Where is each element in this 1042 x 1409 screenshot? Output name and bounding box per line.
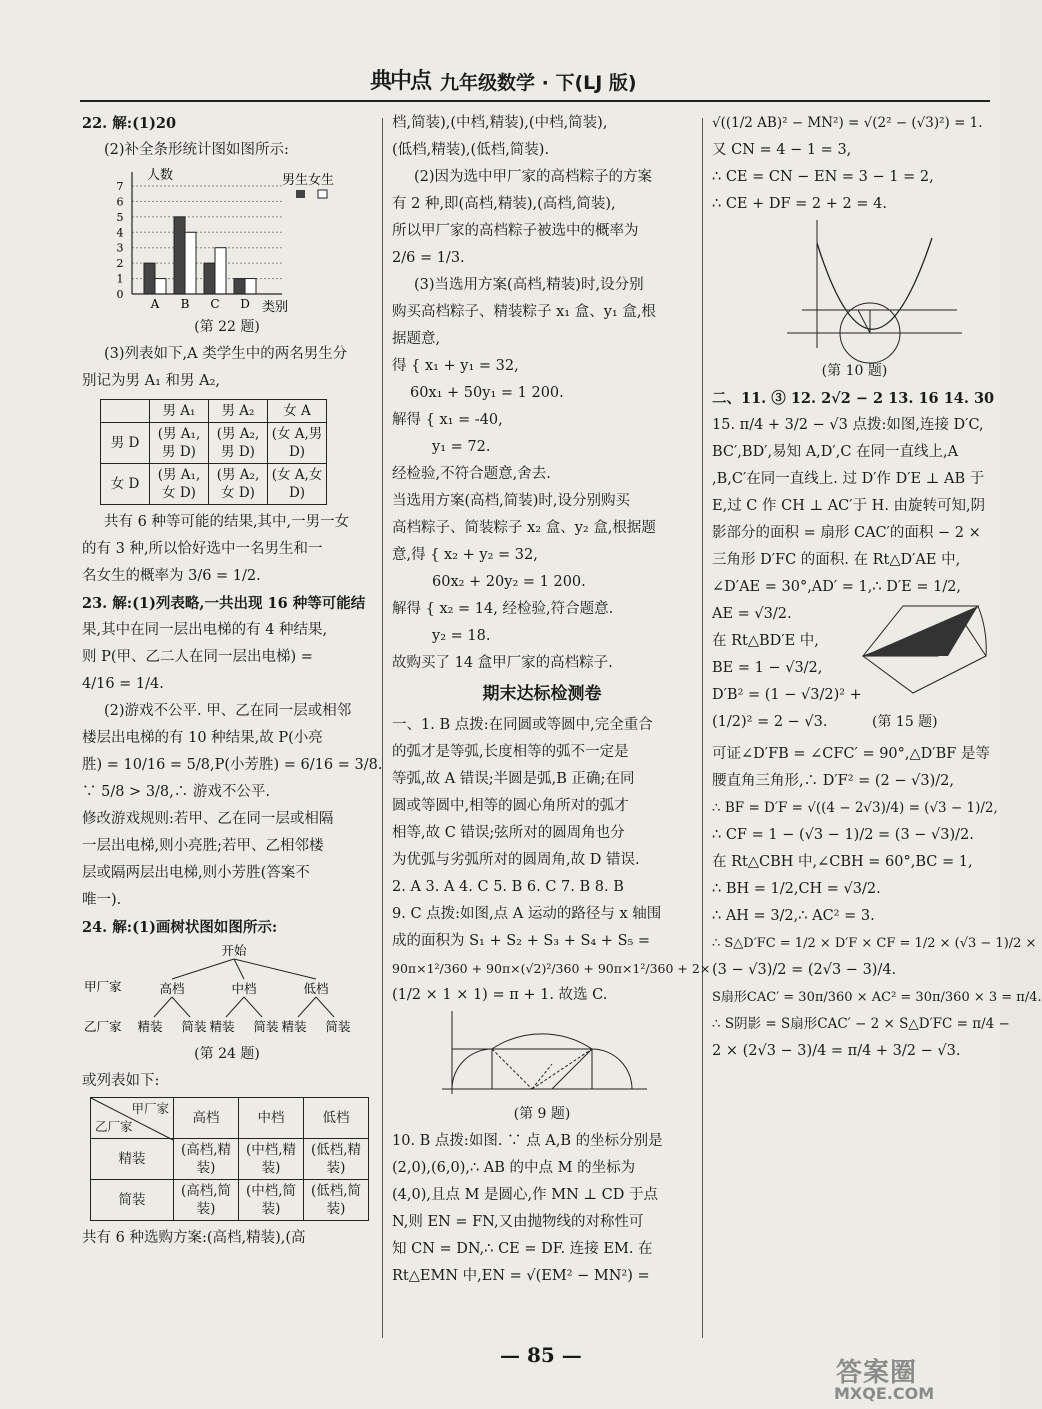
tree-leaf: 简装 <box>325 1019 351 1034</box>
answer-line: N,则 EN = FN,又由抛物线的对称性可 <box>392 1214 644 1230</box>
table-cell: (男 A₂,女 D) <box>209 464 268 505</box>
figure-10 <box>732 218 972 358</box>
bar-boys-C <box>204 263 215 294</box>
table-row-header: 男 D <box>101 423 150 464</box>
bar-boys-B <box>174 217 185 294</box>
answer-line: ,B,C′在同一直线上. 过 D′作 D′E ⊥ AB 于 <box>712 471 985 487</box>
tree-node: 中档 <box>231 981 257 996</box>
bar-girls-B <box>185 232 196 294</box>
answer-line: 经检验,不符合题意,舍去. <box>392 466 551 482</box>
answer-line: 知 CN = DN,∴ CE = DF. 连接 EM. 在 <box>392 1241 653 1257</box>
answer-line: 在 Rt△CBH 中,∠CBH = 60°,BC = 1, <box>712 854 973 870</box>
answer-line: 2 × (2√3 − 3)/4 = π/4 + 3/2 − √3. <box>712 1043 961 1059</box>
answer-line: 23. 解:(1)列表略,一共出现 16 种等可能结 <box>82 595 366 612</box>
legend-swatch-boys <box>296 190 305 198</box>
y-tick-label: 1 <box>116 272 124 286</box>
column-divider <box>702 118 703 1338</box>
y-tick-label: 2 <box>116 257 124 271</box>
table-row-header: 女 D <box>101 464 150 505</box>
equation-line: y₁ = 72. <box>432 439 491 455</box>
figure-caption: (第 22 题) <box>194 319 260 335</box>
answer-line: 等弧,故 A 错误;半圆是弧,B 正确;在同 <box>392 771 635 787</box>
answer-line: BE = 1 − √3/2, <box>712 660 823 676</box>
page-title: 九年级数学 · 下(LJ 版) <box>440 72 637 94</box>
tree-node: 开始 <box>221 943 247 958</box>
x-tick-label: B <box>180 297 190 311</box>
table-row-header: 精装 <box>91 1139 174 1180</box>
answer-line: (2)补全条形统计图如图所示: <box>104 142 289 158</box>
answer-line: 档,简装),(中档,精装),(中档,简装), <box>392 115 608 131</box>
x-axis-label: 类别 <box>262 300 289 315</box>
tree-node: 低档 <box>303 981 329 996</box>
answer-line: 唯一). <box>82 892 122 908</box>
figure-9 <box>412 1009 652 1101</box>
column-right <box>712 110 1042 1065</box>
answer-line: BC′,BD′,易知 A,D′,C 在同一直线上,A <box>712 444 959 460</box>
answer-line: 一、1. B 点拨:在同圆或等圆中,完全重合 <box>392 717 653 733</box>
answer-line: 相等,故 C 错误;弦所对的圆周角也分 <box>392 825 625 841</box>
answer-line: 名女生的概率为 3/6 = 1/2. <box>82 568 261 584</box>
brand-logo: 典中点 <box>370 68 431 94</box>
table-cell: (男 A₁,男 D) <box>150 423 209 464</box>
equation-line: 得 { x₁ + y₁ = 32, <box>392 358 519 374</box>
answer-line: 的弧才是等弧,长度相等的弧不一定是 <box>392 744 629 760</box>
answer-line: ∴ AH = 3/2,∴ AC² = 3. <box>712 908 875 924</box>
tree-row-label: 甲厂家 <box>84 979 122 994</box>
answer-line: 三角形 D′FC 的面积. 在 Rt△D′AE 中, <box>712 552 961 568</box>
watermark-url: MXQE.COM <box>834 1384 935 1403</box>
tree-node: 高档 <box>159 981 185 996</box>
answer-line: 的有 3 种,所以恰好选中一名男生和一 <box>82 541 323 557</box>
answer-line: AE = √3/2. <box>712 606 792 622</box>
answer-line: (1/2)² = 2 − √3. <box>712 714 828 730</box>
answer-line: 购买高档粽子、精装粽子 x₁ 盒、y₁ 盒,根 <box>392 304 656 320</box>
answer-line: 所以甲厂家的高档粽子被选中的概率为 <box>392 223 639 239</box>
table-header: 女 A <box>268 400 327 423</box>
corner-label: 乙厂家 <box>95 1119 133 1134</box>
table-header: 男 A₂ <box>209 400 268 423</box>
answer-line: 22. 解:(1)20 <box>82 115 177 132</box>
answer-line: 二、11. ③ 12. 2√2 − 2 13. 16 14. 30 <box>712 390 995 407</box>
figure-caption: (第 10 题) <box>821 363 888 379</box>
equation-line: √((1/2 AB)² − MN²) = √(2² − (√3)²) = 1. <box>712 115 983 131</box>
table-header: 中档 <box>239 1098 304 1139</box>
answer-line: (3 − √3)/2 = (2√3 − 3)/4. <box>712 962 897 978</box>
equation-line: 60x₂ + 20y₂ = 1 200. <box>432 574 586 590</box>
answer-line: ∵ 5/8 > 3/8,∴ 游戏不公平. <box>82 784 270 800</box>
answer-line: 共有 6 种选购方案:(高档,精装),(高 <box>82 1230 306 1246</box>
equation-line: 解得 { x₂ = 14, 经检验,符合题意. <box>392 601 614 617</box>
answer-line: 圆或等圆中,相等的圆心角所对的弧才 <box>392 798 629 814</box>
legend-label: 男生女生 <box>282 173 335 188</box>
answer-line: (2)游戏不公平. 甲、乙在同一层或相邻 <box>104 703 352 719</box>
answer-line: 腰直角三角形,∴ D′F² = (2 − √3)/2, <box>712 773 954 789</box>
legend-swatch-girls <box>318 190 327 198</box>
answer-line: ∴ CE = CN − EN = 3 − 1 = 2, <box>712 169 934 185</box>
tree-diagram <box>82 941 372 1041</box>
bar-chart <box>92 164 372 314</box>
bar-girls-C <box>215 248 226 294</box>
answer-line: 15. π/4 + 3/2 − √3 点拨:如图,连接 D′C, <box>712 417 984 433</box>
figure-15-block <box>712 601 997 741</box>
answer-line: 果,其中在同一层出电梯的有 4 种结果, <box>82 622 328 638</box>
answer-line: 共有 6 种等可能的结果,其中,一男一女 <box>104 514 350 530</box>
table-cell: (低档,精装) <box>304 1139 369 1180</box>
y-axis-label: 人数 <box>147 168 174 183</box>
table-cell: (女 A,男 D) <box>268 423 327 464</box>
equation-line: 意,得 { x₂ + y₂ = 32, <box>392 547 538 563</box>
bar-girls-A <box>155 279 166 294</box>
answer-line: (3)列表如下,A 类学生中的两名男生分 <box>104 346 348 362</box>
tree-row-label: 乙厂家 <box>84 1019 122 1034</box>
answer-line: 楼层出电梯的有 10 种结果,故 P(小亮 <box>82 730 323 746</box>
answer-line: 24. 解:(1)画树状图如图所示: <box>82 919 278 936</box>
answer-line: (2)因为选中甲厂家的高档粽子的方案 <box>414 169 653 185</box>
answer-line: 胜) = 10/16 = 5/8,P(小芳胜) = 6/16 = 3/8. <box>82 757 383 773</box>
table-cell: (中档,精装) <box>239 1139 304 1180</box>
y-tick-label: 4 <box>116 226 124 240</box>
answer-line: 在 Rt△BD′E 中, <box>712 633 819 649</box>
column-left <box>82 110 383 1252</box>
answer-line: 4/16 = 1/4. <box>82 676 164 692</box>
table-header: 高档 <box>174 1098 239 1139</box>
answer-line: E,过 C 作 CH ⊥ AC′于 H. 由旋转可知,阴 <box>712 498 986 514</box>
answer-line: 为优弧与劣弧所对的圆周角,故 D 错误. <box>392 852 640 868</box>
answer-line: S扇形CAC′ = 30π/360 × AC² = 30π/360 × 3 = π/4. <box>712 990 1042 1005</box>
table-cell: (男 A₁,女 D) <box>150 464 209 505</box>
table-header: 低档 <box>304 1098 369 1139</box>
answer-line: 有 2 种,即(高档,精装),(高档,简装), <box>392 196 616 212</box>
y-tick-label: 3 <box>116 241 124 255</box>
x-tick-label: C <box>210 297 220 311</box>
table-cell: (低档,简装) <box>304 1180 369 1221</box>
answer-line: 修改游戏规则:若甲、乙在同一层或相隔 <box>82 811 334 827</box>
answer-line: (1/2 × 1 × 1) = π + 1. 故选 C. <box>392 987 608 1003</box>
bar-girls-D <box>245 279 256 294</box>
answer-line: 或列表如下: <box>82 1073 160 1089</box>
figure-15 <box>858 601 998 711</box>
x-tick-label: D <box>240 297 250 311</box>
x-tick-label: A <box>150 297 160 311</box>
table-cell: (男 A₂,男 D) <box>209 423 268 464</box>
section-title: 期末达标检测卷 <box>482 684 602 704</box>
answer-line: 一层出电梯,则小亮胜;若甲、乙相邻楼 <box>82 838 324 854</box>
answer-line: ∴ BH = 1/2,CH = √3/2. <box>712 881 881 897</box>
figure-caption: (第 15 题) <box>872 714 938 730</box>
options-table <box>90 1097 369 1221</box>
table-row-header: 简装 <box>91 1180 174 1221</box>
y-tick-label: 7 <box>116 180 124 193</box>
table-cell: (女 A,女 D) <box>268 464 327 505</box>
answer-line: 当选用方案(高档,简装)时,设分别购买 <box>392 493 631 509</box>
answer-line: ∴ CE + DF = 2 + 2 = 4. <box>712 196 887 212</box>
page-header <box>80 60 990 102</box>
table-cell: (高档,简装) <box>174 1180 239 1221</box>
answer-line: (低档,精装),(低档,简装). <box>392 142 550 158</box>
answer-line: 可证∠D′FB = ∠CFC′ = 90°,△D′BF 是等 <box>712 746 990 762</box>
answer-line: 别记为男 A₁ 和男 A₂, <box>82 373 221 389</box>
table-header: 男 A₁ <box>150 400 209 423</box>
bar-boys-D <box>234 279 245 294</box>
tree-leaf: 精装 <box>137 1019 163 1034</box>
equation-line: 60x₁ + 50y₁ = 1 200. <box>410 385 564 401</box>
equation-line: 解得 { x₁ = -40, <box>392 412 503 428</box>
answer-line: 9. C 点拨:如图,点 A 运动的路径与 x 轴围 <box>392 906 662 922</box>
column-divider <box>382 118 383 1338</box>
column-middle <box>392 110 711 1290</box>
table-cell: (高档,精装) <box>174 1139 239 1180</box>
tree-leaf: 精装 <box>209 1019 235 1034</box>
answer-line: 成的面积为 S₁ + S₂ + S₃ + S₄ + S₅ = <box>392 933 651 949</box>
answer-line: ∴ S阴影 = S扇形CAC′ − 2 × S△D′FC = π/4 − <box>712 1016 1010 1032</box>
answer-line: 又 CN = 4 − 1 = 3, <box>712 142 852 158</box>
answer-line: 据题意, <box>392 331 441 347</box>
answer-line: ∴ S△D′FC = 1/2 × D′F × CF = 1/2 × (√3 − 1)/2 × <box>712 936 1037 951</box>
y-tick-label: 5 <box>116 210 124 224</box>
figure-caption: (第 9 题) <box>513 1106 571 1122</box>
answer-line: ∴ BF = D′F = √((4 − 2√3)/4) = (√3 − 1)/2, <box>712 800 998 816</box>
tree-leaf: 精装 <box>281 1019 307 1034</box>
table-cell: (中档,简装) <box>239 1180 304 1221</box>
answer-line: D′B² = (1 − √3/2)² + <box>712 687 862 703</box>
answer-line: (2,0),(6,0),∴ AB 的中点 M 的坐标为 <box>392 1160 636 1176</box>
answer-line: 层或隔两层出电梯,则小芳胜(答案不 <box>82 865 310 881</box>
answer-line: 2/6 = 1/3. <box>392 250 465 266</box>
equation-line: y₂ = 18. <box>432 628 491 644</box>
watermark-logo: 答案圈 <box>836 1358 918 1388</box>
corner-label: 甲厂家 <box>131 1101 169 1116</box>
answer-line: 影部分的面积 = 扇形 CAC′的面积 − 2 × <box>712 525 981 541</box>
answer-line: Rt△EMN 中,EN = √(EM² − MN²) = <box>392 1268 650 1284</box>
tree-leaf: 简装 <box>253 1019 279 1034</box>
y-tick-label: 0 <box>116 288 124 301</box>
table-cell <box>101 400 150 423</box>
answer-line: 则 P(甲、乙二人在同一层出电梯) = <box>82 649 313 665</box>
answer-line: 高档粽子、简装粽子 x₂ 盒、y₂ 盒,根据题 <box>392 520 656 536</box>
page-number: — 85 — <box>500 1343 582 1367</box>
probability-table <box>100 399 327 505</box>
equation-line: 90π×1²/360 + 90π×(√2)²/360 + 90π×1²/360 + 2× <box>392 961 711 976</box>
bar-boys-A <box>144 263 155 294</box>
answer-line: 故购买了 14 盒甲厂家的高档粽子. <box>392 655 613 671</box>
tree-leaf: 简装 <box>181 1019 207 1034</box>
answer-line: ∴ CF = 1 − (√3 − 1)/2 = (3 − √3)/2. <box>712 827 974 843</box>
answer-line: 2. A 3. A 4. C 5. B 6. C 7. B 8. B <box>392 879 624 895</box>
answer-line: ∠D′AE = 30°,AD′ = 1,∴ D′E = 1/2, <box>712 579 962 595</box>
table-corner <box>91 1098 174 1139</box>
y-tick-label: 6 <box>116 195 124 209</box>
answer-line: (4,0),且点 M 是圆心,作 MN ⊥ CD 于点 <box>392 1187 658 1203</box>
figure-caption: (第 24 题) <box>194 1046 260 1062</box>
answer-line: (3)当选用方案(高档,精装)时,设分别 <box>414 277 644 293</box>
answer-line: 10. B 点拨:如图. ∵ 点 A,B 的坐标分别是 <box>392 1133 663 1149</box>
